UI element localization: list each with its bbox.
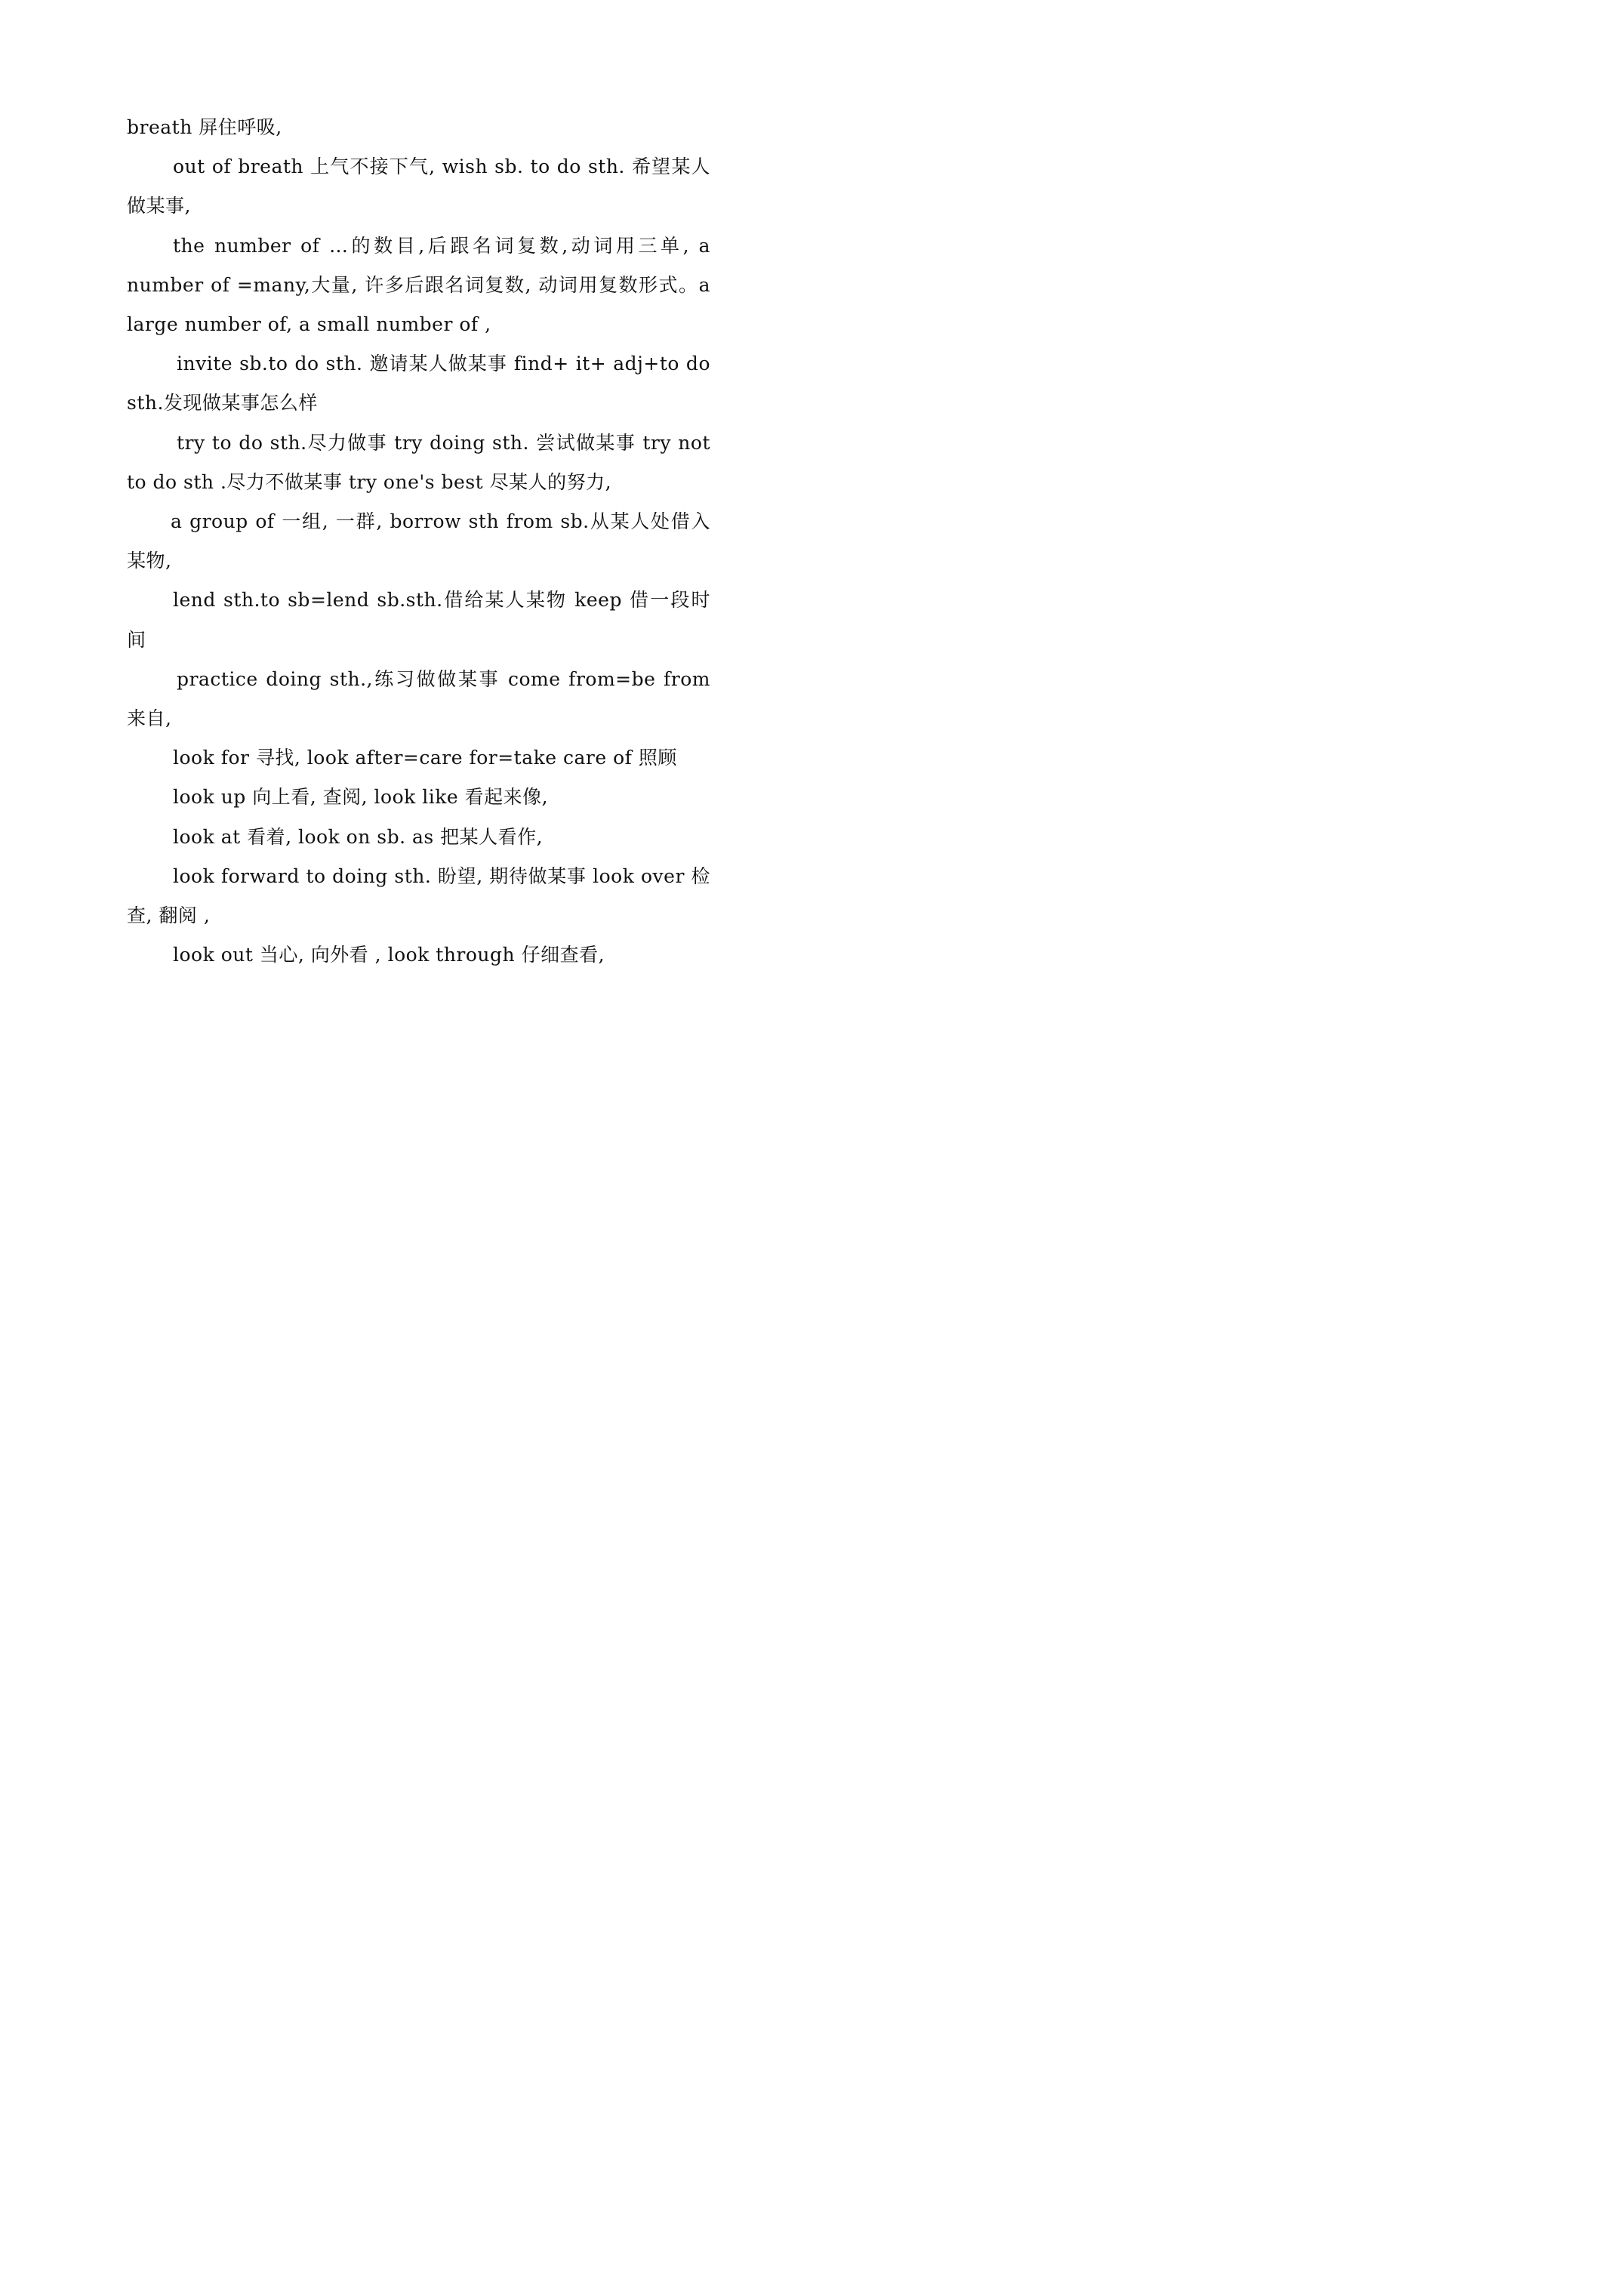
- paragraph-a-group-of: a group of 一组, 一群, borrow sth from sb.从某人处借入某物,: [127, 510, 710, 572]
- document-body: [127, 108, 710, 975]
- paragraph-the-number-of: the number of …的数目,后跟名词复数,动词用三单, a number of =many,大量, 许多后跟名词复数, 动词用复数形式。a large number of, a small number of ,: [127, 234, 710, 336]
- paragraph-out-of-breath: out of breath 上气不接下气, wish sb. to do sth. 希望某人做某事,: [127, 156, 710, 217]
- document-page: [0, 0, 830, 1175]
- paragraph-practice: practice doing sth.,练习做做某事 come from=be from 来自,: [127, 667, 710, 730]
- paragraph-breath: breath 屏住呼吸,: [127, 116, 282, 138]
- paragraph-invite: invite sb.to do sth. 邀请某人做某事 find+ it+ adj+to do sth.发现做某事怎么样: [127, 353, 710, 415]
- paragraph-look-at: look at 看着, look on sb. as 把某人看作,: [173, 825, 544, 848]
- paragraph-look-up: look up 向上看, 查阅, look like 看起来像,: [173, 786, 549, 809]
- paragraph-try: try to do sth.尽力做事 try doing sth. 尝试做某事 try not to do sth .尽力不做某事 try one's best 尽某人的努力,: [127, 431, 710, 493]
- paragraph-lend: lend sth.to sb=lend sb.sth.借给某人某物 keep 借一段时间: [127, 589, 710, 651]
- paragraph-look-for: look for 寻找, look after=care for=take care of 照顾: [173, 747, 677, 769]
- paragraph-look-forward: look forward to doing sth. 盼望, 期待做某事 look over 检查, 翻阅 ,: [127, 864, 710, 927]
- paragraph-look-out: look out 当心, 向外看 , look through 仔细查看,: [173, 944, 605, 966]
